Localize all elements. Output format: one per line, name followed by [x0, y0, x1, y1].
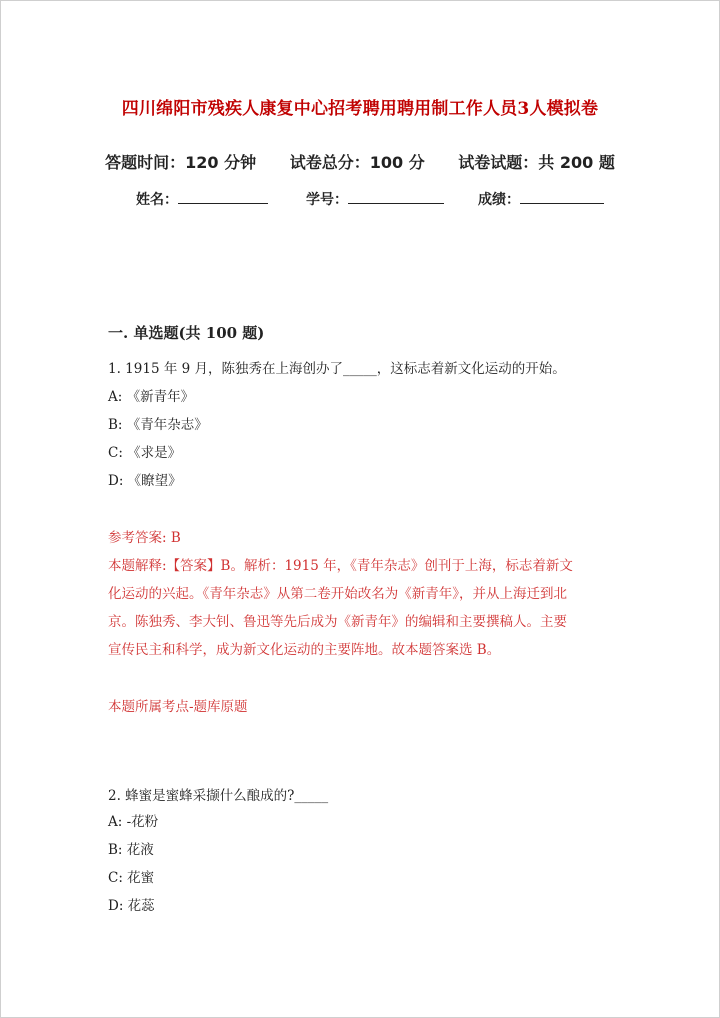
- question-stem: 1. 1915 年 9 月，陈独秀在上海创办了_____，这标志着新文化运动的开始。: [108, 361, 566, 377]
- option-b: B: 《青年杂志》: [108, 417, 208, 433]
- option-a: A: -花粉: [108, 814, 159, 830]
- explanation-line: 本题解释:【答案】B。解析：1915 年，《青年杂志》创刊于上海，标志着新文: [108, 558, 573, 574]
- exam-title: 四川绵阳市残疾人康复中心招考聘用聘用制工作人员3人模拟卷: [121, 99, 599, 119]
- exam-question-count: 试卷试题：共 200 题: [458, 153, 615, 172]
- option-d: D: 花蕊: [108, 898, 155, 914]
- explanation-line: 宣传民主和科学，成为新文化运动的主要阵地。故本题答案选 B。: [108, 642, 501, 658]
- explanation-line: 化运动的兴起。《青年杂志》从第二卷开始改名为《新青年》，并从上海迁到北: [108, 586, 567, 602]
- option-d: D: 《瞭望》: [108, 473, 182, 489]
- question-stem: 2. 蜂蜜是蜜蜂采撷什么酿成的?_____: [108, 788, 329, 804]
- name-label: 姓名：: [136, 192, 178, 208]
- explanation-line: 京。陈独秀、李大钊、鲁迅等先后成为《新青年》的编辑和主要撰稿人。主要: [108, 614, 567, 630]
- id-label: 学号：: [306, 192, 348, 208]
- option-c: C: 《求是》: [108, 445, 182, 461]
- id-blank[interactable]: [348, 190, 444, 204]
- topic-note: 本题所属考点-题库原题: [108, 699, 248, 715]
- option-a: A: 《新青年》: [108, 389, 195, 405]
- exam-info: [0, 150, 720, 173]
- option-b: B: 花液: [108, 842, 154, 858]
- section-title: 一. 单选题(共 100 题): [108, 324, 265, 342]
- score-blank[interactable]: [520, 190, 604, 204]
- name-blank[interactable]: [178, 190, 268, 204]
- reference-answer: 参考答案: B: [108, 530, 181, 546]
- exam-time: 答题时间：120 分钟: [105, 153, 257, 172]
- score-label: 成绩：: [478, 192, 520, 208]
- option-c: C: 花蜜: [108, 870, 155, 886]
- exam-total-score: 试卷总分：100 分: [289, 153, 425, 172]
